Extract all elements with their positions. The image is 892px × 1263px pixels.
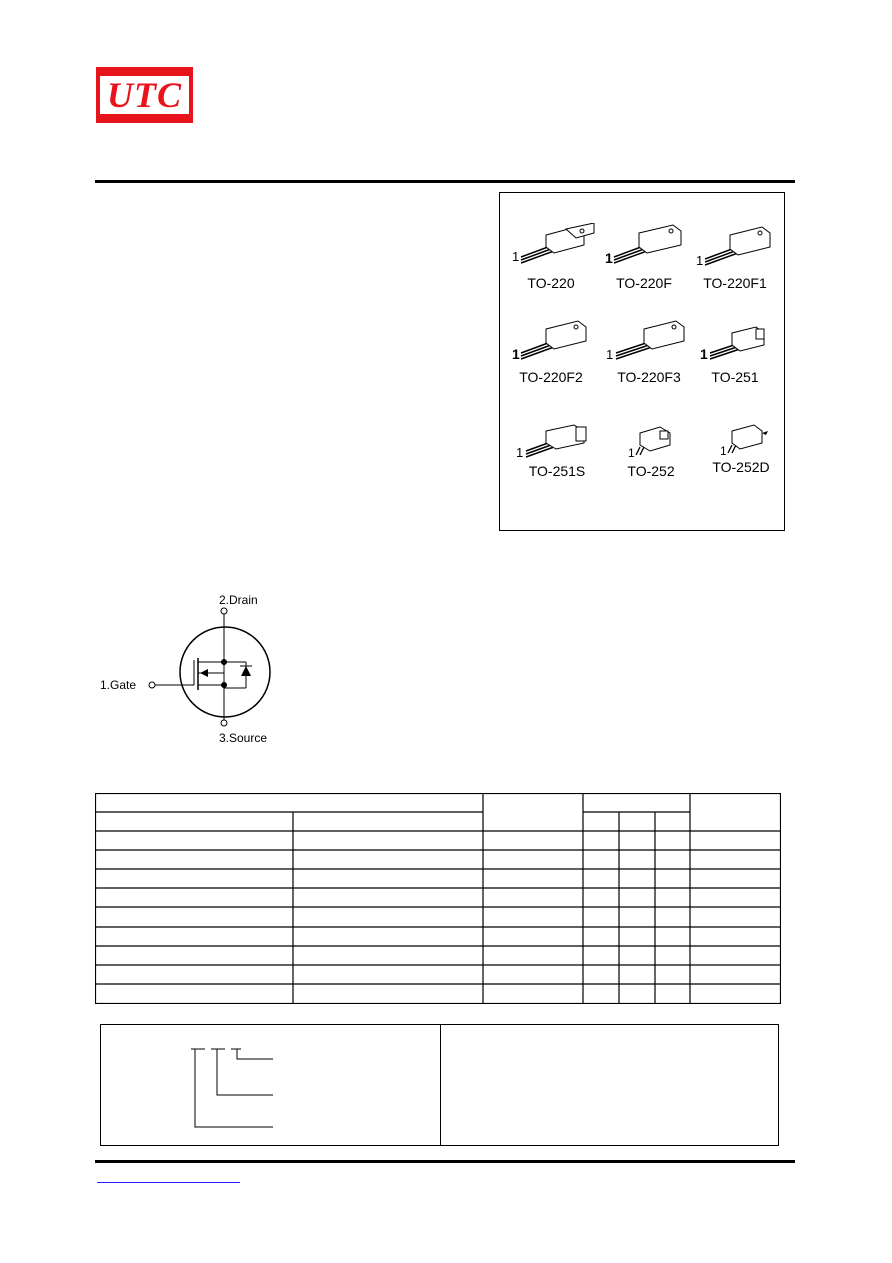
to-220f-package-icon	[599, 223, 689, 273]
gate-label: 1.Gate	[100, 678, 137, 692]
svg-text:1: 1	[516, 445, 524, 460]
ordering-table-grid	[95, 793, 781, 1004]
company-logo	[96, 67, 193, 123]
svg-text:1: 1	[700, 346, 708, 362]
to-220f1-package-icon	[690, 223, 780, 273]
svg-text:1: 1	[628, 446, 635, 460]
footer-rule	[95, 1160, 795, 1163]
to-251s-package-icon	[512, 411, 602, 461]
part-number-legend-box	[100, 1024, 779, 1146]
mosfet-schematic-icon	[96, 590, 296, 750]
package-to-220f3	[604, 317, 694, 385]
package-label: TO-220F	[616, 275, 672, 291]
package-to-220	[506, 223, 596, 291]
package-to-220f1	[690, 223, 780, 291]
package-label: TO-220F3	[617, 369, 681, 385]
package-to-251s	[512, 411, 602, 479]
to-220f2-package-icon	[506, 317, 596, 367]
package-label: TO-220	[527, 275, 575, 291]
svg-text:1: 1	[512, 249, 520, 264]
package-label: TO-251S	[528, 463, 586, 479]
package-label: TO-251	[711, 369, 759, 385]
package-label: TO-252	[627, 463, 675, 479]
package-label: TO-220F2	[519, 369, 583, 385]
package-to-251	[690, 317, 780, 385]
svg-text:1: 1	[512, 346, 520, 362]
package-label: TO-252D	[712, 459, 770, 475]
to-252d-package-icon	[696, 407, 786, 457]
to-252-package-icon	[606, 411, 696, 461]
package-to-252d	[696, 407, 786, 475]
ordering-table	[95, 793, 781, 1004]
part-number-bracket-diagram	[181, 1043, 381, 1133]
svg-text:1: 1	[720, 444, 727, 457]
package-label: TO-220F1	[703, 275, 767, 291]
source-label: 3.Source	[219, 731, 268, 745]
package-outline-box	[499, 192, 785, 531]
svg-text:1: 1	[696, 253, 704, 268]
mosfet-symbol	[96, 590, 296, 750]
svg-text:1: 1	[606, 347, 614, 362]
logo-text: UTC	[107, 75, 182, 115]
to-251-package-icon	[690, 317, 780, 367]
svg-text:1: 1	[605, 250, 613, 266]
to-220-package-icon	[506, 223, 596, 273]
to-220f3-package-icon	[604, 317, 694, 367]
package-to-220f2	[506, 317, 596, 385]
website-link[interactable]	[97, 1174, 240, 1183]
package-to-220f	[599, 223, 689, 291]
package-to-252	[606, 411, 696, 479]
header-rule	[95, 180, 795, 183]
drain-label: 2.Drain	[219, 593, 258, 607]
